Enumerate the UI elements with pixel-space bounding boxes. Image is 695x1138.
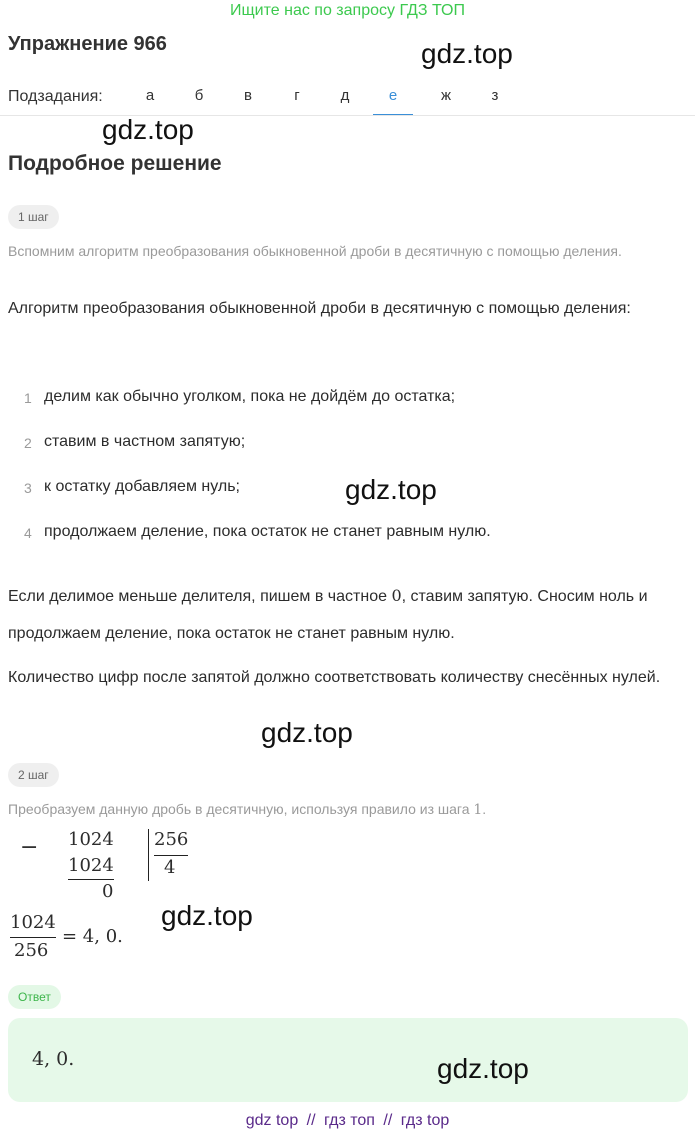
result-numerator: 1024 [10,912,56,933]
watermark: gdz.top [161,900,253,931]
algorithm-intro: Алгоритм преобразования обыкновенной дроби в десятичную с помощью деления: [8,300,631,317]
result-equation [8,912,208,964]
watermark: gdz.top [421,38,513,69]
division-minus: − [20,835,39,860]
subtasks-bar [8,86,688,116]
tab-d[interactable]: д [340,87,350,104]
step-1-badge: 1 шаг [8,205,59,229]
step-2-hint [8,799,688,820]
watermark: gdz.top [437,1053,529,1084]
list-item-text: ставим в частном запятую; [44,433,246,450]
division-quotient: 4 [164,857,176,878]
rule-text-a: Если делимое меньше делителя, пишем в частное [8,588,392,605]
division-remainder: 0 [102,881,114,902]
answer-value: 4, 0. [32,1048,75,1070]
step-2-hint-a: Преобразуем данную дробь в десятичную, используя правило из шага [8,801,474,817]
top-banner[interactable]: Ищите нас по запросу ГДЗ ТОП [230,2,465,19]
footer-link[interactable]: gdz top [245,1112,299,1129]
watermark: gdz.top [102,114,194,145]
footer-separator: // [383,1112,393,1129]
tab-v[interactable]: в [244,87,252,104]
list-item-text: делим как обычно уголком, пока не дойдём до остатка; [44,388,456,405]
list-item [0,519,690,549]
step-1-hint: Вспомним алгоритм преобразования обыкновенной дроби в десятичную с помощью деления. [8,243,622,259]
list-item [0,429,690,459]
step-2-hint-b: . [482,801,487,817]
tab-zh[interactable]: ж [440,87,452,104]
list-item-text: к остатку добавляем нуль; [44,478,240,495]
division-vertical-bar [148,829,149,881]
step-2-badge: 2 шаг [8,763,59,787]
rule-paragraph [8,577,688,652]
digits-paragraph: Количество цифр после запятой должно соответствовать количеству снесённых нулей. [8,669,661,686]
tab-z[interactable]: з [491,87,499,104]
footer-link[interactable]: гдз топ [324,1112,375,1129]
answer-box [8,1018,688,1102]
result-value: = 4, 0. [62,926,123,947]
result-fraction-bar [10,937,56,938]
division-quotient-line [154,855,188,856]
long-division [0,825,220,905]
tab-a[interactable]: а [145,87,155,104]
rule-text-b: , ставим запятую. Сносим ноль и продолжаем деление, пока остаток не станет равным нулю. [8,588,648,642]
division-subtrahend: 1024 [68,855,114,876]
tab-g[interactable]: г [294,87,300,104]
list-item [0,384,690,414]
list-item-number: 4 [24,525,32,541]
answer-badge: Ответ [8,985,61,1009]
list-item-text: продолжаем деление, пока остаток не станет равным нулю. [44,523,491,540]
watermark: gdz.top [345,474,437,505]
list-item-number: 3 [24,480,32,496]
tab-e-active[interactable]: е [373,86,413,116]
footer-separator: // [306,1112,316,1129]
list-item-number: 2 [24,435,32,451]
division-divisor: 256 [154,829,189,850]
exercise-title: Упражнение 966 [8,33,167,55]
list-item-number: 1 [24,390,32,406]
step-2-hint-math: 1 [473,802,483,818]
footer-link[interactable]: гдз top [400,1112,450,1129]
subtasks-label: Подзадания: [8,88,103,105]
rule-math-zero: 0 [391,586,402,605]
division-dividend: 1024 [68,829,114,850]
watermark: gdz.top [261,717,353,748]
result-denominator: 256 [14,940,49,961]
footer-links [0,1112,695,1130]
tab-b[interactable]: б [194,87,204,104]
solution-title: Подробное решение [8,152,222,175]
division-subtract-line [68,879,114,880]
